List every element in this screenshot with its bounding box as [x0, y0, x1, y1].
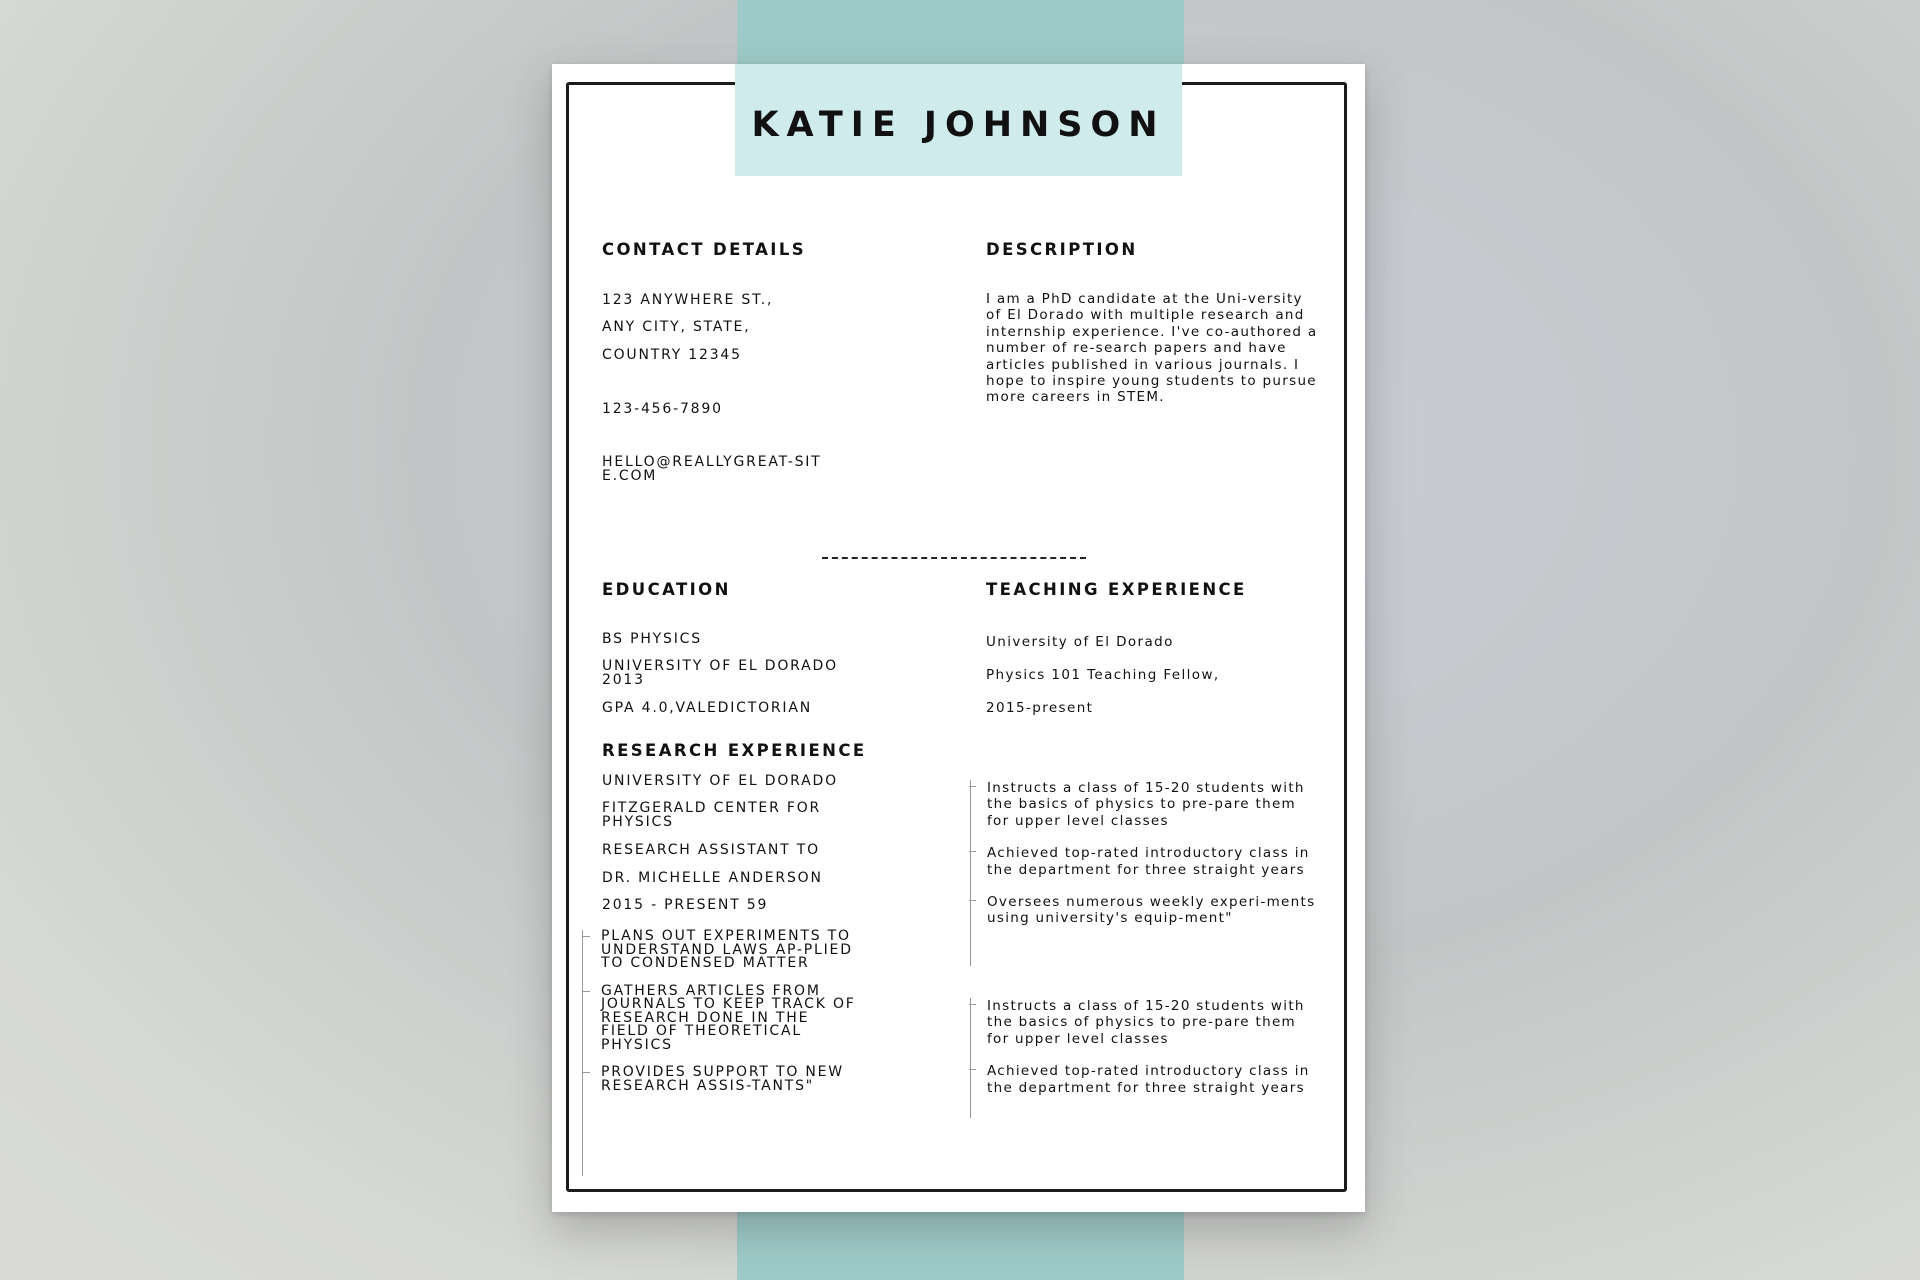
research-line: 2015 - PRESENT 59	[602, 897, 769, 913]
research-line: DR. MICHELLE ANDERSON	[602, 870, 823, 886]
education-gpa: GPA 4.0,VALEDICTORIAN	[602, 700, 813, 716]
list-item: Instructs a class of 15-20 students with the basics of physics to pre-pare them for upper level classes	[987, 998, 1317, 1047]
address-line-3: COUNTRY 12345	[602, 347, 742, 363]
description-heading: DESCRIPTION	[986, 240, 1138, 259]
list-item: Achieved top-rated introductory class in the department for three straight years	[987, 1063, 1317, 1096]
contact-section	[602, 240, 806, 259]
email-address: HELLO@REALLYGREAT-SITE.COM	[602, 454, 822, 484]
list-item: Instructs a class of 15-20 students with the basics of physics to pre-pare them for upper level classes	[987, 780, 1317, 829]
description-text: I am a PhD candidate at the Uni-versity of El Dorado with multiple research and internship experience. I've co-authored a number of re-search papers and have articles published in various journals. I hope to inspire young students to pursue more careers in STEM.	[986, 291, 1318, 406]
research-line: FITZGERALD CENTER FOR PHYSICS	[602, 800, 822, 830]
resume-name: KATIE JOHNSON	[751, 105, 1166, 145]
list-item: Achieved top-rated introductory class in the department for three straight years	[987, 845, 1317, 878]
education-heading: EDUCATION	[602, 580, 731, 599]
list-item: Oversees numerous weekly experi-ments using university's equip-ment"	[987, 894, 1316, 927]
address-line-2: ANY CITY, STATE,	[602, 319, 751, 335]
teaching-heading: TEACHING EXPERIENCE	[986, 580, 1247, 599]
address-line-1: 123 ANYWHERE ST.,	[602, 292, 774, 308]
research-line: RESEARCH ASSISTANT TO	[602, 842, 820, 858]
list-item: PROVIDES SUPPORT TO NEW RESEARCH ASSIS-TANTS"	[601, 1066, 863, 1093]
teaching-line: 2015-present	[986, 700, 1094, 716]
name-banner	[735, 64, 1182, 176]
section-divider	[822, 557, 1086, 559]
research-bullet-list	[582, 930, 863, 1176]
research-heading: RESEARCH EXPERIENCE	[602, 741, 867, 760]
resume-page	[552, 64, 1365, 1212]
education-degree: BS PHYSICS	[602, 631, 702, 647]
list-item: PLANS OUT EXPERIMENTS TO UNDERSTAND LAWS AP-PLIED TO CONDENSED MATTER	[601, 930, 863, 971]
phone-number: 123-456-7890	[602, 401, 723, 417]
teaching-bullet-list-a	[970, 780, 1317, 966]
teaching-line: University of El Dorado	[986, 634, 1174, 650]
contact-heading: CONTACT DETAILS	[602, 240, 807, 259]
research-line: UNIVERSITY OF EL DORADO	[602, 773, 838, 789]
teaching-line: Physics 101 Teaching Fellow,	[986, 667, 1220, 683]
list-item: GATHERS ARTICLES FROM JOURNALS TO KEEP TRACK OF RESEARCH DONE IN THE FIELD OF THEORETICAL PHYSICS	[601, 985, 863, 1053]
education-school: UNIVERSITY OF EL DORADO 2013	[602, 658, 838, 688]
teaching-bullet-list-b	[970, 998, 1317, 1118]
